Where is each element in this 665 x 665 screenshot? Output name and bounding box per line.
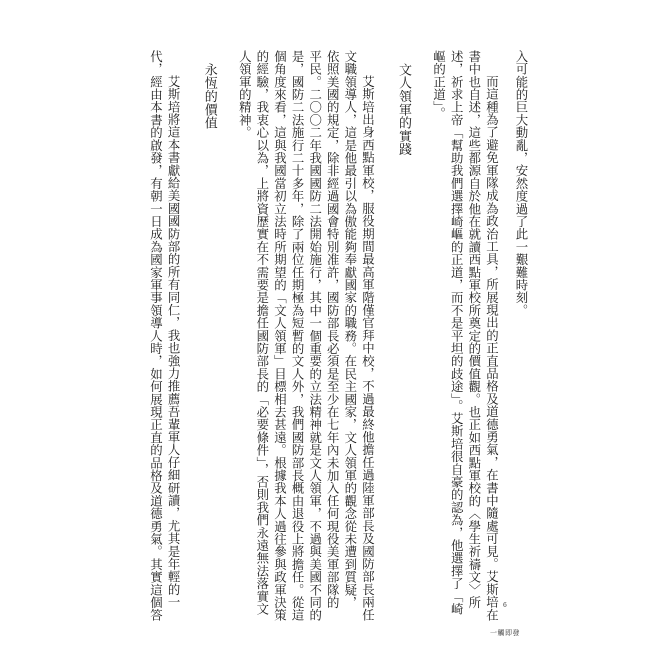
text-column: 的經驗，我衷心以為，上將資歷實在不需要是擔任國防部長的「必要條件」，否則我們永遠無法落實文 — [254, 50, 270, 616]
section-heading: 文人領軍的實踐 — [396, 63, 412, 157]
text-column: 代，經由本書的啟發，有朝一日成為國家軍事領導人時，如何展現正直的品格及道德勇氣。其實這個答 — [148, 50, 164, 622]
text-column: 而這種為了避免軍隊成為政治工具，所展現出的正直品格及道德勇氣，在書中隨處可見。艾斯培在 — [484, 74, 500, 621]
text-column: 文職領導人，這是他最引以為傲能夠奉獻國家的職務。在民主國家，文人領軍的觀念從未遭到質疑， — [342, 50, 358, 609]
text-column: 艾斯培將這本書獻給美國國防部的所有同仁，我也強力推薦吾輩軍人仔細研讀，尤其是年輕的一 — [166, 74, 182, 609]
text-column: 書中也自述，這些都源自於他在就讀西點軍校所奠定的價值觀。也正如西點軍校的〈學生祈禱文〉所 — [466, 50, 482, 609]
page-number: 6 — [503, 602, 507, 609]
text-column: 依照美國的規定，除非經過國會特別准許，國防部長必須是至少在七年內未加入任何現役美軍部隊的 — [325, 50, 341, 609]
text-column: 嶇的正道」。 — [431, 50, 447, 120]
text-column: 個角度來看，這與我國當初立法時所期望的「文人領軍」目標相去甚遠。根據我本人過往參與政軍決策 — [272, 50, 288, 622]
text-column: 艾斯培出身西點軍校，服役期間最高軍階僅官拜中校，不過最終他擔任過陸軍部長及國防部長兩任 — [360, 74, 376, 621]
vertical-text-body — [148, 50, 530, 622]
section-heading: 永恆的價值 — [201, 63, 217, 130]
text-column: 平民。二〇〇二年我國國防二法開始施行，其中一個重要的立法精神就是文人領軍，不過與美國不同的 — [307, 50, 323, 622]
text-column: 是，國防二法施行二十多年，除了兩位任期極為短暫的文人外，我們國防部長概由退役上將擔任。從這 — [290, 50, 306, 622]
text-column: 入可能的巨大動亂，安然度過了此一艱難時刻。 — [514, 50, 529, 317]
text-column: 人領軍的精神。 — [237, 50, 253, 139]
text-column: 述，祈求上帝「幫助我們選擇崎嶇的正道，而不是平坦的歧途」。艾斯培很自豪的認為，他選擇了「崎 — [449, 50, 465, 616]
running-footer-title: 一觸即發 — [490, 629, 520, 637]
